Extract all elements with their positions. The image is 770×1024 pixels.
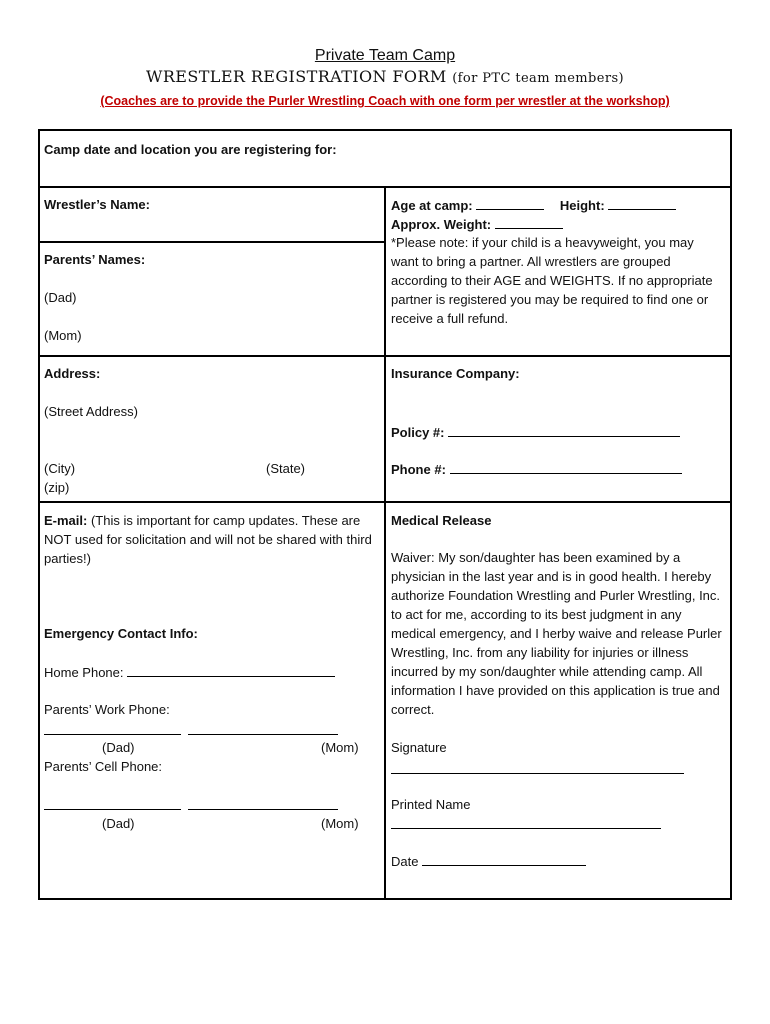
heavyweight-note: *Please note: if your child is a heavyweight, you may want to bring a partner. All wrestlers are grouped according to their AGE and WEIGHTS. If no appropriate partner is registered you may be required to find one or receive a full refund. [391, 235, 713, 326]
medical-release-label: Medical Release [391, 513, 492, 528]
work-mom-label: (Mom) [321, 740, 359, 755]
divider [40, 501, 730, 503]
cell-dad-label: (Dad) [102, 816, 135, 831]
home-phone-field[interactable] [127, 662, 335, 677]
email-note: (This is important for camp updates. These are NOT used for solicitation and will not be shared with third parties!) [44, 513, 372, 566]
height-field[interactable] [608, 195, 676, 210]
weight-label: Approx. Weight: [391, 214, 563, 234]
insurance-phone-label: Phone #: [391, 459, 682, 479]
date-field[interactable] [422, 851, 586, 866]
state-label: (State) [266, 461, 306, 476]
printed-name-label: Printed Name [391, 797, 471, 812]
wrestler-name-label: Wrestler’s Name: [44, 197, 150, 212]
cell-phone-dad-field[interactable] [44, 809, 181, 810]
age-label: Age at camp: Height: [391, 195, 676, 215]
parent-mom-label: (Mom) [44, 328, 82, 343]
cell-mom-label: (Mom) [321, 816, 359, 831]
work-dad-label: (Dad) [102, 740, 135, 755]
signature-label: Signature [391, 740, 447, 755]
column-divider [384, 186, 386, 900]
parents-names-label: Parents’ Names: [44, 252, 146, 267]
coach-instruction: (Coaches are to provide the Purler Wrestling Coach with one form per wrestler at the workshop) [100, 94, 670, 108]
form-title: WRESTLER REGISTRATION FORM (for PTC team members) [146, 67, 624, 86]
parent-dad-label: (Dad) [44, 290, 77, 305]
page-title: Private Team Camp [314, 47, 456, 64]
insurance-company-label: Insurance Company: [391, 366, 520, 381]
street-address-label: (Street Address) [44, 404, 138, 419]
medical-waiver-text: Waiver: My son/daughter has been examined by a physician in the last year and is in good health. I hereby authorize Foundation Wrestling and Purler Wrestling, Inc. to act for me, according to its best judgment in any medical emergency, and I herby waive and release Purler Wrestling, Inc. from any liability for injuries or illness incurred by my son/daughter while attending camp. All information I have provided on this application is true and correct. [391, 550, 722, 717]
divider [40, 355, 730, 357]
zip-label: (zip) [44, 480, 70, 495]
weight-field[interactable] [495, 214, 563, 229]
cell-phone-mom-field[interactable] [188, 809, 338, 810]
home-phone-label: Home Phone: [44, 662, 335, 682]
policy-field[interactable] [448, 422, 680, 437]
cell-phone-label: Parents’ Cell Phone: [44, 759, 163, 774]
policy-label: Policy #: [391, 422, 680, 442]
work-phone-mom-field[interactable] [188, 734, 338, 735]
divider [40, 241, 385, 243]
insurance-phone-field[interactable] [450, 459, 682, 474]
registration-form [38, 129, 732, 900]
age-field[interactable] [476, 195, 544, 210]
address-label: Address: [44, 366, 101, 381]
form-title-suffix: (for PTC team members) [452, 71, 624, 86]
email-section [44, 511, 382, 568]
date-label: Date [391, 851, 586, 871]
emergency-contact-label: Emergency Contact Info: [44, 626, 198, 641]
city-label: (City) [44, 461, 76, 476]
work-phone-dad-field[interactable] [44, 734, 181, 735]
email-label: E-mail: [44, 513, 88, 528]
signature-field[interactable] [391, 773, 684, 774]
printed-name-field[interactable] [391, 828, 661, 829]
camp-label: Camp date and location you are registering for: [44, 142, 337, 157]
work-phone-label: Parents’ Work Phone: [44, 702, 170, 717]
